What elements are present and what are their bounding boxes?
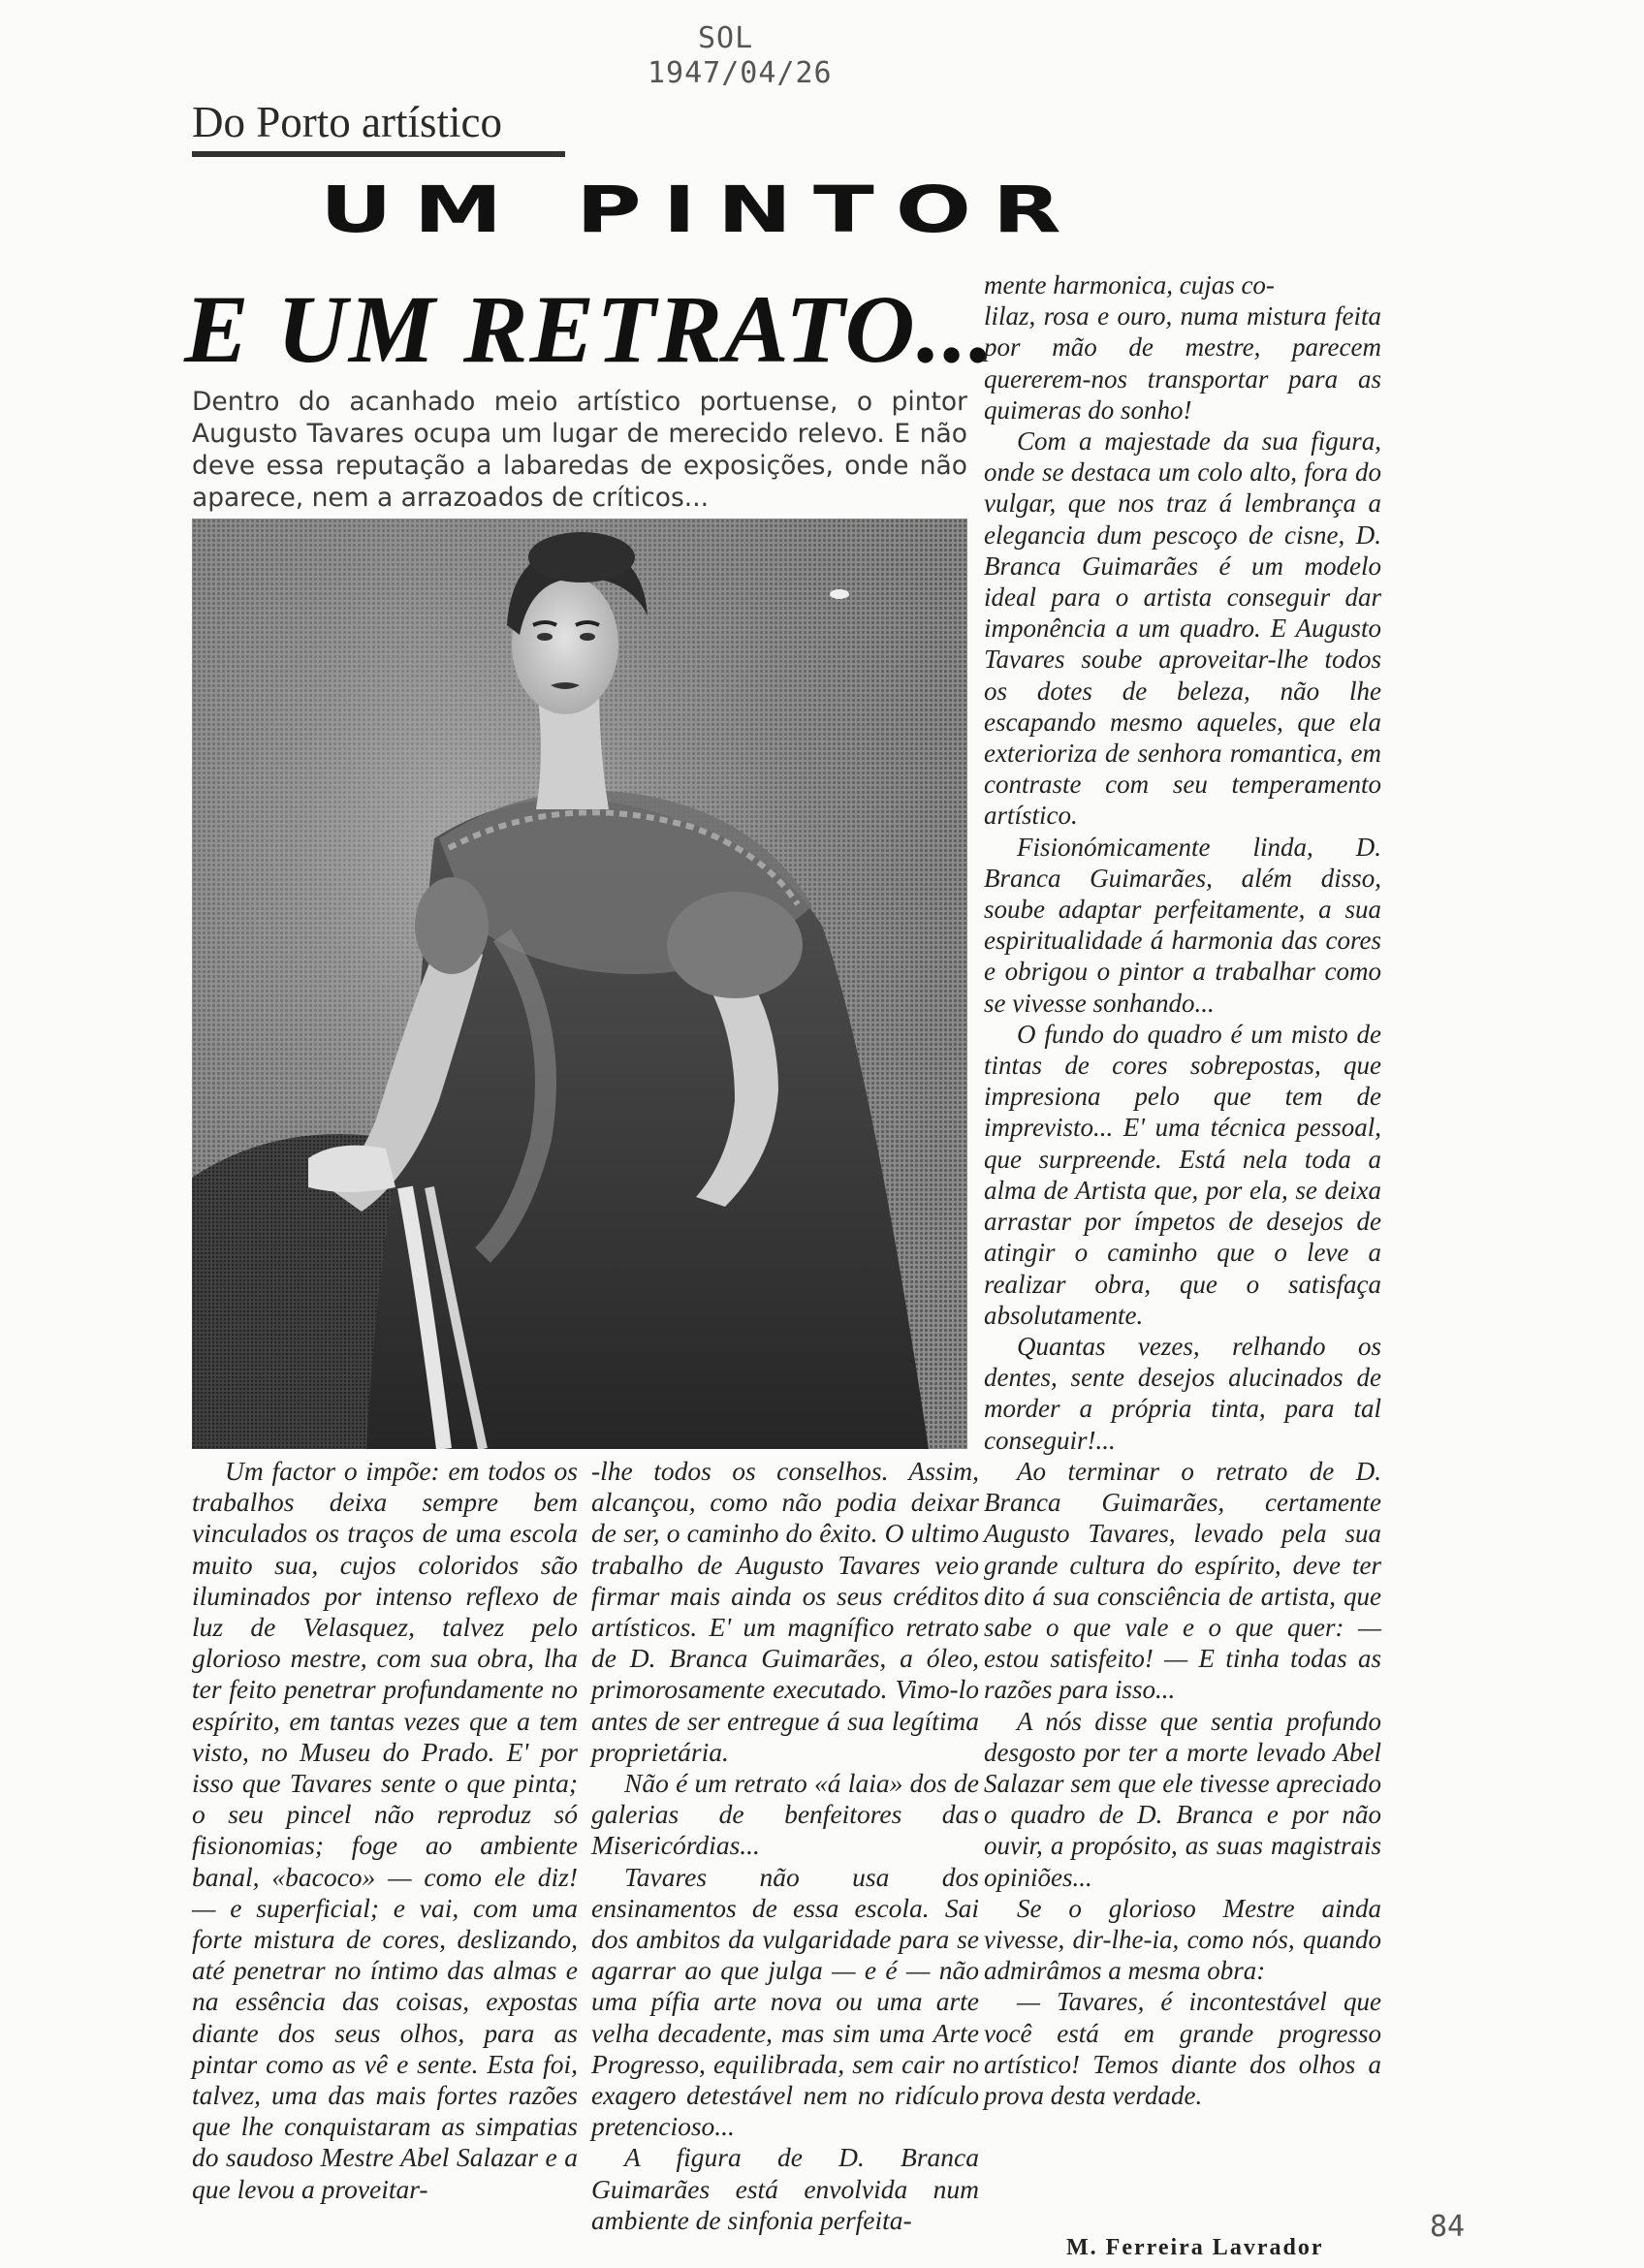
paragraph: Com a majestade da sua figura, onde se destaca um colo alto, fora do vulgar, que nos traz á lembrança a elegancia dum pescoço de cisne, D. Branca Guimarães é um modelo ideal para o artista conseguir dar imponência a um quadro. E Augusto Tavares soube aproveitar-lhe todos os dotes de beleza, não lhe escapando mesmo aqueles, que ela exterioriza de senhora romantica, em contraste com seu temperamento artístico. [984,426,1381,831]
article-column-right-top [984,269,1381,1456]
paragraph: lilaz, rosa e ouro, numa mistura feita por mão de mestre, parecem quererem-nos transportar para as quimeras do sonho! [984,301,1381,425]
paragraph: mente harmonica, cujas co- [984,270,1275,299]
paragraph: Fisionómicamente linda, D. Branca Guimarães, além disso, soube adaptar perfeitamente, a sua espiritualidade á harmonia das cores e obrigou o pintor a trabalhar como se vivesse sonhando... [984,832,1381,1018]
paragraph: Quantas vezes, relhando os dentes, sente desejos alucinados de morder a própria tinta, para tal conseguir!... [984,1331,1381,1455]
author-signature: M. Ferreira Lavrador [1066,2235,1324,2260]
article-intro: Dentro do acanhado meio artístico portuense, o pintor Augusto Tavares ocupa um lugar de merecido relevo. E não deve essa reputação a labaredas de exposições, onde não aparece, nem a arrazoados de críticos... [192,387,967,513]
paragraph: — Tavares, é incontestável que você está em grande progresso artístico! Temos diante dos olhos a prova desta verdade. [984,1987,1381,2111]
paragraph: Tavares não usa dos ensinamentos de essa escola. Sai dos ambitos da vulgaridade para se agarrar ao que julga — e é — não uma pífia arte nova ou uma arte velha decadente, mas sim uma Arte Progresso, equilibrada, sem cair no exagero detestável nem no ridículo pretencioso... [591,1861,979,2142]
section-underline [192,151,565,157]
paragraph: -lhe todos os conselhos. Assim, alcançou, como não podia deixar de ser, o caminho do êxito. O ultimo trabalho de Augusto Tavares veio firmar mais ainda os seus créditos artísticos. E' um magnífico retrato de D. Branca Guimarães, a óleo, primorosamente executado. Vimo-lo antes de ser entregue á sua legítima proprietária. [591,1456,979,1767]
paragraph: A nós disse que sentia profundo desgosto por ter a morte levado Abel Salazar sem que ele tivesse apreciado o quadro de D. Branca e por não ouvir, a propósito, as suas magistrais opiniões... [984,1706,1381,1892]
newspaper-name-stamp: SOL [698,21,754,55]
headline-line-2: E UM RETRATO... [184,275,996,383]
paragraph: A figura de D. Branca Guimarães está envolvida num ambiente de sinfonia perfeita- [591,2142,979,2235]
publication-date-stamp: 1947/04/26 [648,56,833,90]
article-column-right-bottom [984,1456,1381,2111]
paragraph: Se o glorioso Mestre ainda vivesse, dir-lhe-ia, como nós, quando admirâmos a mesma obra: [984,1893,1381,1986]
paragraph: Ao terminar o retrato de D. Branca Guimarães, certamente Augusto Tavares, levado pela sua grande cultura do espírito, deve ter dito á sua consciência de artista, que sabe o que vale e o que quer: — estou satisfeito! — E tinha todas as razões para isso... [984,1457,1381,1705]
portrait-photograph [192,519,967,1449]
paragraph: Não é um retrato «á laia» dos de galerias de benfeitores das Misericórdias... [591,1768,979,1861]
headline-line-1: UM PINTOR [320,173,1083,248]
paragraph: O fundo do quadro é um misto de tintas de cores sobrepostas, que impresiona pelo que tem de imprevisto... E' uma técnica pessoal, que surpreende. Está nela toda a alma de Artista que, por ela, se deixa arrastar por ímpetos de desejos de atingir o caminho que o leve a realizar obra, que o satisfaça absolutamente. [984,1019,1381,1330]
page-number: 84 [1430,2210,1466,2244]
section-title: Do Porto artístico [192,98,502,146]
article-column-middle [591,1456,979,2236]
paragraph: Um factor o impõe: em todos os trabalhos deixa sempre bem vinculados os traços de uma escola muito sua, cujos coloridos são iluminados por intenso reflexo de luz de Velasquez, talvez pelo glorioso mestre, com sua obra, lha ter feito penetrar profundamente no espírito, em tantas vezes que a tem visto, no Museu do Prado. E' por isso que Tavares sente o que pinta; o seu pincel não reproduz só fisionomias; foge ao ambiente banal, «bacoco» — como ele diz! — e superficial; e vai, com uma forte mistura de cores, deslizando, até penetrar no íntimo das almas e na essência das coisas, expostas diante dos seus olhos, para as pintar como as vê e sente. Esta foi, talvez, uma das mais fortes razões que lhe conquistaram as simpatias do saudoso Mestre Abel Salazar e a que levou a proveitar- [192,1456,578,2204]
article-column-left [192,1456,578,2205]
